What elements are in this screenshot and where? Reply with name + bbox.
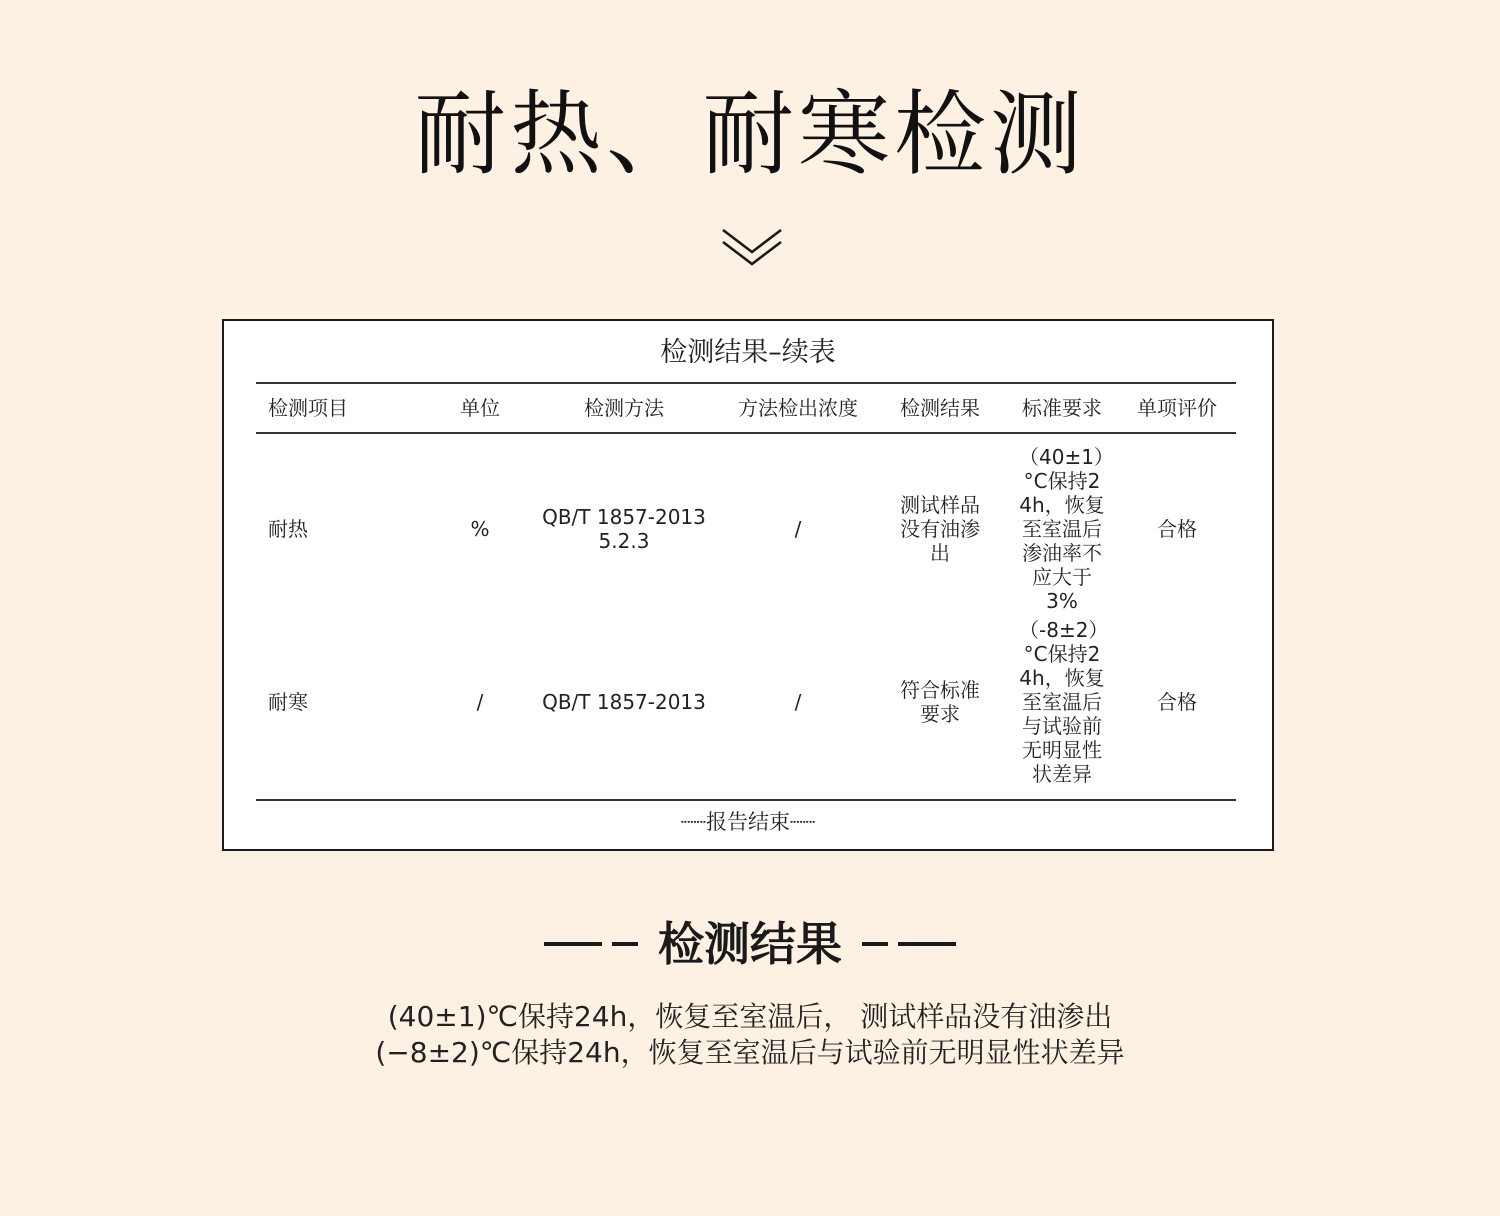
- table-row-cold-method: QB/T 1857-2013: [542, 690, 706, 714]
- table-row-cold-requirement: （-8±2） °C保持24h，恢复至室温后与试验前无明显性状差异: [1019, 618, 1109, 786]
- table-row-cold-result: 符合标准要求: [900, 678, 980, 726]
- table-bottom-rule: [256, 799, 1236, 801]
- table-row-heat-detection-limit: /: [794, 517, 802, 541]
- left-dash-decoration: [544, 942, 638, 946]
- double-chevron-down-icon: [720, 226, 784, 268]
- table-row-cold-unit: /: [476, 690, 484, 714]
- report-end-note: ┈┈报告结束┈┈: [680, 810, 816, 834]
- table-row-heat-result: 测试样品没有油渗出: [900, 493, 980, 565]
- table-row-cold-item: 耐寒: [268, 690, 308, 714]
- table-row-heat-requirement: （40±1） °C保持24h，恢复至室温后渗油率不应大于3%: [1019, 445, 1114, 613]
- header-evaluation: 单项评价: [1137, 396, 1217, 420]
- header-item: 检测项目: [268, 396, 348, 420]
- table-row-heat-method: QB/T 1857-2013 5.2.3: [542, 505, 706, 553]
- report-title: 检测结果–续表: [660, 337, 836, 368]
- header-unit: 单位: [460, 396, 500, 420]
- table-row-heat-unit: %: [470, 517, 490, 541]
- summary-title: 检测结果: [658, 917, 842, 971]
- report-table: [222, 319, 1274, 851]
- table-row-heat-evaluation: 合格: [1157, 517, 1197, 541]
- page-title: 耐热、耐寒检测: [413, 81, 1086, 188]
- table-row-heat-item: 耐热: [268, 517, 308, 541]
- summary-line-cold: (−8±2)℃保持24h，恢复至室温后与试验前无明显性状差异: [375, 1036, 1125, 1069]
- summary-header: [0, 912, 1500, 976]
- table-row-cold-evaluation: 合格: [1157, 690, 1197, 714]
- header-requirement: 标准要求: [1022, 396, 1102, 420]
- right-dash-decoration: [862, 942, 956, 946]
- summary-line-heat: (40±1)℃保持24h，恢复至室温后， 测试样品没有油渗出: [387, 1000, 1113, 1033]
- header-method: 检测方法: [584, 396, 664, 420]
- header-result: 检测结果: [900, 396, 980, 420]
- table-row-cold-detection-limit: /: [794, 690, 802, 714]
- header-rule: [256, 432, 1236, 434]
- header-detection-limit: 方法检出浓度: [738, 396, 858, 420]
